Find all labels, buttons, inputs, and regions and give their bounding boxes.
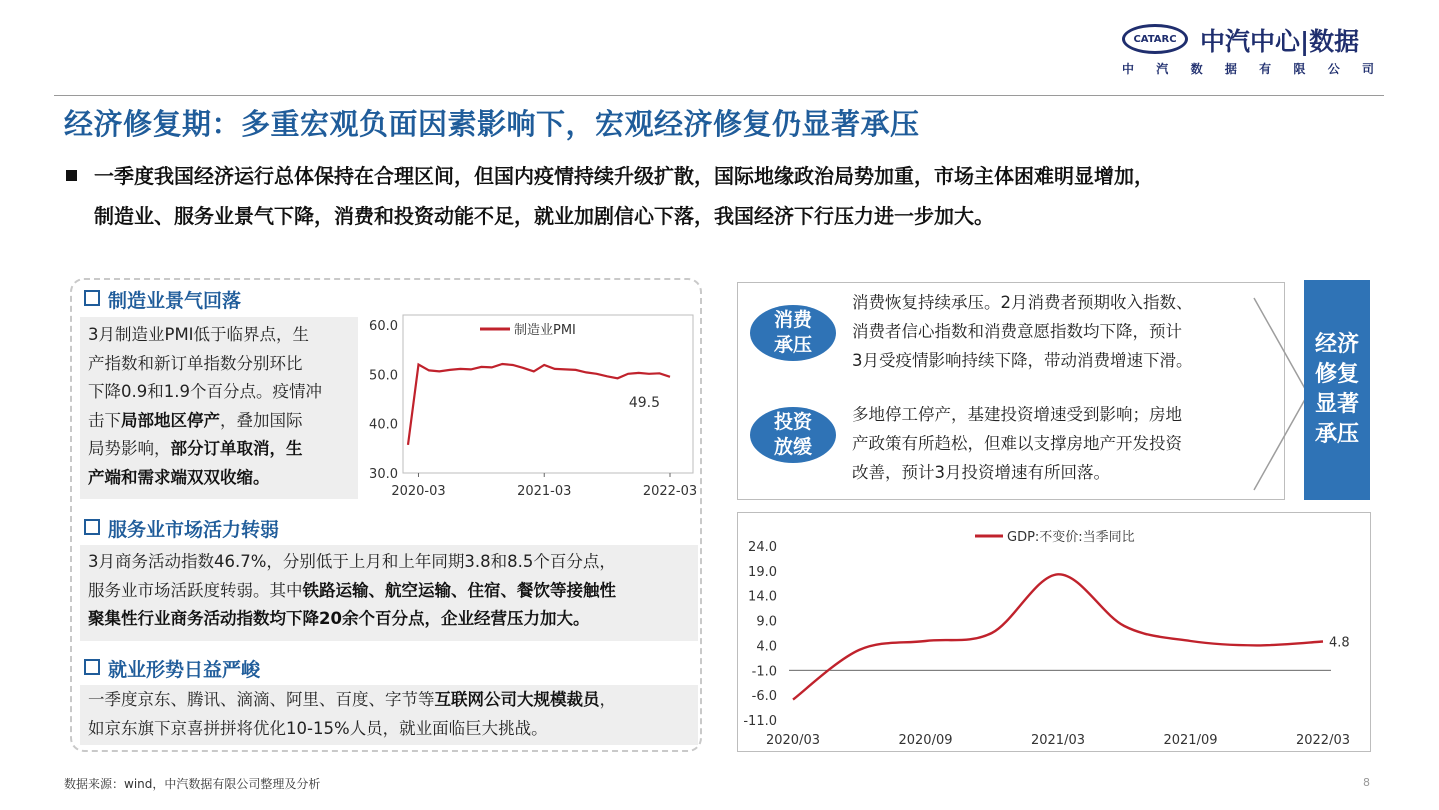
y-tick-label: 60.0	[369, 319, 398, 334]
pmi-last-value-label: 49.5	[628, 394, 660, 411]
logo-subtitle-char: 有	[1259, 62, 1272, 76]
conclusion-box	[1304, 280, 1370, 500]
text-line: 3月受疫情影响持续下降，带动消费增速下滑。	[852, 351, 1193, 370]
x-tick-label: 2022-03	[642, 484, 698, 499]
text-run: 3月制造业PMI低于临界点，生	[88, 325, 310, 344]
logo-subtitle-char: 汽	[1156, 62, 1169, 76]
x-axis-ticks	[391, 473, 697, 499]
logo-subtitle-char: 司	[1361, 62, 1374, 76]
logo-subtitle-char: 中	[1122, 62, 1135, 76]
y-axis-ticks	[369, 319, 398, 482]
text-line	[88, 407, 358, 436]
manufacturing-text	[80, 317, 358, 499]
text-line: 改善，预计3月投资增速有所回落。	[852, 463, 1110, 482]
x-axis-ticks	[766, 733, 1350, 748]
text-run: 下降0.9和1.9个百分点。疫情冲	[88, 382, 322, 401]
bold-text-run: ，生	[269, 439, 303, 458]
checkbox-square-icon	[84, 659, 100, 675]
company-logo	[1122, 20, 1382, 82]
lead-text-line-1: 一季度我国经济运行总体保持在合理区间，但国内疫情持续升级扩散，国际地缘政治局势加重，市场主体困难明显增加，	[94, 164, 1154, 188]
text-run: 一季度京东、腾讯、滴滴、阿里、百度、字节等	[88, 690, 435, 709]
text-line	[88, 350, 358, 379]
badge-line: 放缓	[773, 436, 812, 458]
checkbox-square-icon	[84, 290, 100, 306]
conclusion-line: 经济	[1314, 332, 1359, 357]
section-title-manufacturing	[84, 286, 241, 313]
logo-subtitle-char: 限	[1293, 62, 1306, 76]
section-title-employment	[84, 655, 260, 682]
bold-text-run: 聚集性行业商务活动指数均下降20余个百分点，企业经营压力加大。	[88, 609, 590, 628]
text-run: 击下	[88, 410, 121, 430]
y-tick-label: 4.0	[756, 639, 777, 655]
x-tick-label: 2020-03	[391, 484, 446, 499]
gdp-series-line	[793, 574, 1323, 699]
section-title-text: 制造业景气回落	[108, 290, 242, 312]
y-tick-label: 9.0	[756, 614, 777, 630]
logo-subtitle-char: 数	[1190, 62, 1203, 76]
text-run: 局势影响，	[88, 439, 171, 458]
conclusion-line: 承压	[1314, 422, 1359, 447]
text-line	[88, 378, 358, 407]
bold-text-run: 互联网公司大规模裁员	[434, 690, 600, 709]
badge-line: 承压	[773, 334, 812, 356]
pmi-line-chart	[360, 313, 700, 503]
legend-label: 制造业PMI	[514, 323, 576, 338]
consumption-badge	[750, 305, 836, 361]
logo-subtitle-char: 公	[1327, 62, 1340, 76]
conclusion-line: 修复	[1314, 362, 1359, 387]
y-tick-label: 40.0	[369, 417, 398, 433]
y-tick-label: 14.0	[748, 589, 777, 605]
section-title-text: 就业形势日益严峻	[108, 659, 261, 681]
text-line	[88, 435, 358, 464]
services-text	[80, 545, 698, 641]
bold-text-run: 部分订单取消	[170, 439, 270, 458]
y-tick-label: -1.0	[751, 664, 777, 680]
x-tick-label: 2020/09	[898, 733, 953, 748]
text-line	[88, 605, 698, 634]
badge-line: 消费	[773, 309, 812, 331]
logo-subtitle	[1122, 60, 1374, 77]
page-number: 8	[1363, 776, 1370, 789]
text-line: 多地停工停产，基建投资增速受到影响；房地	[852, 405, 1182, 424]
header-divider	[54, 95, 1384, 96]
x-tick-label: 2022/03	[1295, 733, 1351, 748]
conclusion-line: 显著	[1314, 392, 1359, 417]
text-line: 产政策有所趋松，但难以支撑房地产开发投资	[852, 434, 1182, 453]
section-title-services	[84, 515, 279, 542]
text-run: ，	[599, 690, 616, 709]
text-line	[88, 321, 358, 350]
consumption-text	[852, 288, 1193, 375]
lead-text-line-2: 制造业、服务业景气下降，消费和投资动能不足，就业加剧信心下落，我国经济下行压力进一步加大。	[94, 204, 994, 228]
y-axis-ticks	[743, 540, 777, 729]
gdp-last-value-label: 4.8	[1329, 635, 1350, 651]
text-line	[88, 464, 358, 493]
x-tick-label: 2020/03	[765, 733, 821, 748]
badge-line: 投资	[773, 411, 812, 433]
y-tick-label: 24.0	[748, 540, 777, 555]
text-line	[88, 548, 698, 577]
text-line	[88, 686, 698, 715]
y-tick-label: 19.0	[748, 564, 777, 580]
employment-text	[80, 685, 698, 745]
investment-badge	[750, 407, 836, 463]
text-line	[88, 577, 698, 606]
x-tick-label: 2021-03	[517, 484, 572, 499]
page-title: 经济修复期：多重宏观负面因素影响下，宏观经济修复仍显著承压	[64, 107, 920, 141]
legend-label: GDP:不变价:当季同比	[1007, 530, 1135, 545]
text-line	[88, 715, 698, 744]
text-run: 产指数和新订单指数分别环比	[88, 353, 303, 373]
x-tick-label: 2021/03	[1030, 733, 1086, 748]
text-run: 如京东旗下京喜拼拼将优化10-15%人员，就业面临巨大挑战。	[88, 718, 548, 738]
x-tick-label: 2021/09	[1163, 733, 1218, 748]
text-run: 服务业市场活跃度转弱。其中	[88, 580, 303, 600]
text-line: 消费者信心指数和消费意愿指数均下降，预计	[852, 322, 1182, 341]
text-run: ，叠加国际	[220, 410, 303, 430]
bullet-square-icon	[66, 170, 77, 181]
investment-text	[852, 400, 1182, 487]
catarc-logo-mark: CATARC	[1122, 24, 1188, 54]
y-tick-label: -11.0	[743, 714, 777, 729]
y-tick-label: 30.0	[369, 467, 398, 482]
data-source-note: 数据来源：wind，中汽数据有限公司整理及分析	[64, 777, 321, 791]
bold-text-run: 局部地区停产	[121, 410, 220, 430]
section-title-text: 服务业市场活力转弱	[108, 519, 280, 541]
logo-text: 中汽中心|数据	[1200, 27, 1360, 56]
chevron-right-arrow-icon	[1252, 296, 1310, 492]
checkbox-square-icon	[84, 519, 100, 535]
text-run: 3月商务活动指数46.7%，分别低于上月和上年同期3.8和8.5个百分点，	[88, 552, 616, 571]
gdp-line-chart	[737, 512, 1371, 752]
y-tick-label: -6.0	[751, 689, 777, 705]
text-line: 消费恢复持续承压。2月消费者预期收入指数、	[852, 293, 1193, 312]
y-tick-label: 50.0	[369, 368, 398, 384]
bold-text-run: 产端和需求端双双收缩。	[88, 467, 270, 487]
bold-text-run: 铁路运输、航空运输、住宿、餐饮等接触性	[302, 580, 616, 600]
logo-subtitle-char: 据	[1224, 62, 1237, 76]
